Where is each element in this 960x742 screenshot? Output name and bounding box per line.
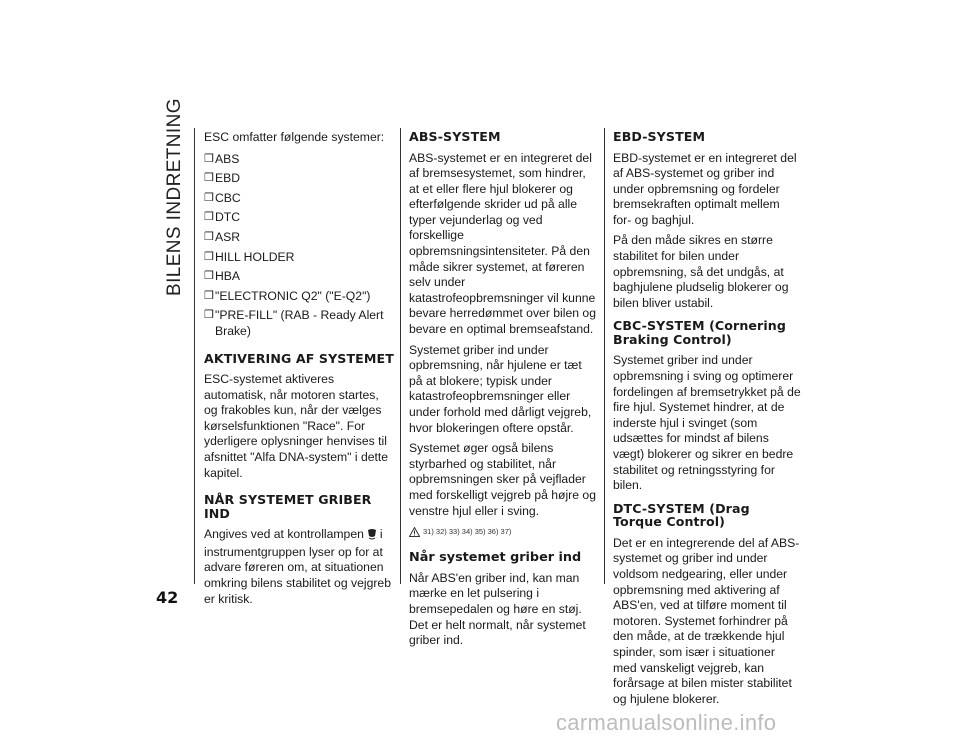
list-item: ❒ CBC <box>204 190 241 205</box>
system-list <box>204 152 394 340</box>
warning-reference: 31) 32) 33) 34) 35) 36) 37) <box>409 524 597 540</box>
list-item: ❒ "ELECTRONIC Q2" ("E-Q2") <box>204 288 371 303</box>
side-chapter-title: BILENS INDRETNING <box>164 98 185 296</box>
paragraph-griber-ind: Angives ved at kontrollampen i instrumentgruppen lyser op for at advare føreren om, at situationen omkring bilens stabilitet og vejgreb er kritisk. <box>204 527 391 606</box>
list-item: ❒ DTC <box>204 210 241 225</box>
heading-cbc-system: CBC-SYSTEM (Cornering Braking Control) <box>613 318 786 347</box>
heading-ebd-system: EBD-SYSTEM <box>613 129 706 144</box>
list-item: ❒ "PRE-FILL" (RAB - Ready Alert Brake) <box>204 308 384 338</box>
paragraph-ebd-2: På den måde sikres en større stabilitet for bilen under opbremsning, så det undgås, at baghjulene pludselig blokerer og bilen bliver ustabil. <box>613 233 789 310</box>
bullet-icon: ❒ <box>204 152 214 165</box>
page-number: 42 <box>156 588 179 607</box>
list-item: ❒ ASR <box>204 229 241 244</box>
paragraph-aktivering: ESC-systemet aktiveres automatisk, når motoren startes, og frakobles kun, når der vælges kørselsfunktionen "Race". For yderligere oplysninger henvises til afsnittet "Alfa DNA-system" i dette kapitel. <box>204 372 389 480</box>
paragraph-dtc: Det er en integrerende del af ABS-systemet og griber ind under voldsom nedgearing, eller under opbremsning med aktivering af ABS'en, ved at tilføre moment til motoren. Systemet forhindrer på den måde, at de trækkende hjul spinder, som især i situationer med vanskeligt vejgreb, kan forårsage at bilen mister stabilitet og hjulene blokerer. <box>613 535 800 706</box>
side-divider <box>194 128 195 584</box>
bullet-icon: ❒ <box>204 309 214 322</box>
column-divider-1 <box>400 128 401 584</box>
warning-lamp-icon <box>366 528 378 545</box>
list-item: ❒ ABS <box>204 151 240 166</box>
bullet-icon: ❒ <box>204 250 214 263</box>
bullet-icon: ❒ <box>204 289 214 302</box>
warning-triangle-icon <box>409 527 420 537</box>
list-item: ❒ HBA <box>204 269 241 284</box>
paragraph-abs-4: Når ABS'en griber ind, kan man mærke en let pulsering i bremsepedalen og høre en støj. Det er helt normalt, når systemet griber ind. <box>409 570 586 648</box>
paragraph-abs-3: Systemet øger også bilens styrbarhed og stabilitet, når opbremsningen sker på vejflader med forskelligt vejgreb på højre og venstre hjul eller i sving. <box>409 441 596 518</box>
bullet-icon: ❒ <box>204 172 214 185</box>
heading-abs-system: ABS-SYSTEM <box>409 129 501 144</box>
heading-dtc-system: DTC-SYSTEM (Drag Torque Control) <box>613 500 750 530</box>
list-item: ❒ HILL HOLDER <box>204 249 295 264</box>
heading-naar-systemet-griber-ind: Når systemet griber ind <box>409 549 582 565</box>
list-item: ❒ EBD <box>204 171 241 186</box>
watermark: carmanualsonline.info <box>556 710 777 735</box>
paragraph-abs-2: Systemet griber ind under opbremsning, når hjulene er tæt på at blokere; typisk under katastrofeopbremsninger eller under forhold med dårligt vejgreb, hvor blokeringen oftere opstår. <box>409 342 592 435</box>
heading-aktivering: AKTIVERING AF SYSTEMET <box>204 350 394 366</box>
paragraph-cbc: Systemet griber ind under opbremsning i sving og optimerer fordelingen af bremsetrykket på de fire hjul. Systemet hindrer, at de inderste hjul i svinget (som udsættes for mindst af bilens vægt) blokerer og sikrer en bedre stabilitet og retningsstyring for bilen. <box>613 353 801 493</box>
paragraph-ebd-1: EBD-systemet er en integreret del af ABS-systemet og griber ind under opbremsning og fordeler bremsekraften optimalt mellem for- og baghjul. <box>613 150 797 227</box>
bullet-icon: ❒ <box>204 211 214 224</box>
bullet-icon: ❒ <box>204 191 214 204</box>
column-divider-2 <box>604 128 605 584</box>
heading-griber-ind: NÅR SYSTEMET GRIBER IND <box>204 492 372 521</box>
column-1 <box>204 130 394 612</box>
bullet-icon: ❒ <box>204 230 214 243</box>
column-3 <box>613 128 801 712</box>
paragraph-abs-1: ABS-systemet er en integreret del af bremsesystemet, som hindrer, at et eller flere hjul blokerer og efterfølgende skrider ud på alle typer vejunderlag og ved forskellige opbremsningsintensiteter. På den måde sikrer systemet, at føreren selv under katastrofeopbremsninger vil kunne bevare herredømmet over bilen og bevare en optimal bremseafstand. <box>409 150 596 337</box>
bullet-icon: ❒ <box>204 270 214 283</box>
column-2 <box>409 128 597 654</box>
intro-text: ESC omfatter følgende systemer: <box>204 130 385 144</box>
